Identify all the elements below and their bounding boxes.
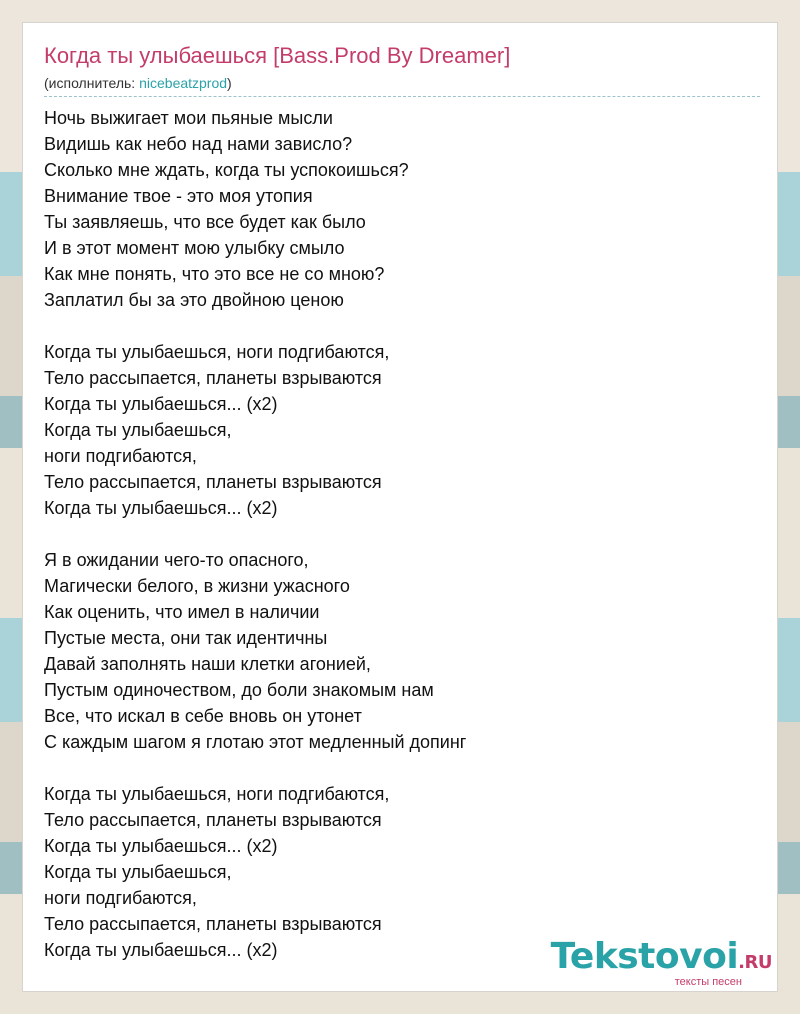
lyrics-line: Когда ты улыбаешься... (x2) — [44, 498, 278, 518]
lyrics-line: ноги подгибаются, — [44, 888, 197, 908]
lyrics-blank-line — [44, 755, 764, 781]
lyrics-line: Заплатил бы за это двойною ценою — [44, 290, 344, 310]
lyrics-line: Как мне понять, что это все не со мною? — [44, 264, 385, 284]
lyrics-line: Как оценить, что имел в наличии — [44, 602, 320, 622]
lyrics-line: Тело рассыпается, планеты взрываются — [44, 472, 382, 492]
logo-main-text: Tekstovoi — [550, 936, 739, 977]
artist-prefix: (исполнитель: — [44, 75, 140, 91]
lyrics-blank-line — [44, 521, 764, 547]
lyrics-line: Когда ты улыбаешься, — [44, 420, 232, 440]
lyrics-line: Тело рассыпается, планеты взрываются — [44, 368, 382, 388]
lyrics-blank-line — [44, 313, 764, 339]
lyrics-line: И в этот момент мою улыбку смыло — [44, 238, 345, 258]
lyrics-line: Я в ожидании чего-то опасного, — [44, 550, 309, 570]
lyrics-line: Давай заполнять наши клетки агонией, — [44, 654, 371, 674]
lyrics-line: Когда ты улыбаешься, ноги подгибаются, — [44, 342, 390, 362]
lyrics-line: Магически белого, в жизни ужасного — [44, 576, 350, 596]
logo-tagline: тексты песен — [674, 976, 742, 988]
lyrics-line: Сколько мне ждать, когда ты успокоишься? — [44, 160, 409, 180]
lyrics-line: Все, что искал в себе вновь он утонет — [44, 706, 362, 726]
lyrics-line: Пустым одиночеством, до боли знакомым нам — [44, 680, 434, 700]
lyrics-line: Когда ты улыбаешься... (x2) — [44, 940, 278, 960]
song-title: Когда ты улыбаешься [Bass.Prod By Dreamer] — [44, 43, 511, 68]
lyrics-line: Внимание твое - это моя утопия — [44, 186, 313, 206]
site-logo[interactable] — [551, 938, 772, 988]
lyrics-body — [44, 105, 764, 963]
lyrics-line: Ты заявляешь, что все будет как было — [44, 212, 366, 232]
lyrics-line: Видишь как небо над нами зависло? — [44, 134, 353, 154]
lyrics-line: С каждым шагом я глотаю этот медленный допинг — [44, 732, 467, 752]
artist-link[interactable]: nicebeatzprod — [139, 75, 228, 91]
lyrics-line: Когда ты улыбаешься, ноги подгибаются, — [44, 784, 390, 804]
artist-suffix: ) — [227, 75, 232, 91]
lyrics-line: Когда ты улыбаешься... (x2) — [44, 394, 278, 414]
lyrics-card — [22, 22, 778, 992]
lyrics-line: Тело рассыпается, планеты взрываются — [44, 810, 382, 830]
lyrics-line: Тело рассыпается, планеты взрываются — [44, 914, 382, 934]
lyrics-line: ноги подгибаются, — [44, 446, 197, 466]
lyrics-line: Когда ты улыбаешься... (x2) — [44, 836, 278, 856]
logo-domain: .RU — [738, 952, 772, 973]
lyrics-line: Пустые места, они так идентичны — [44, 628, 328, 648]
lyrics-line: Когда ты улыбаешься, — [44, 862, 232, 882]
lyrics-line: Ночь выжигает мои пьяные мысли — [44, 108, 333, 128]
artist-line — [44, 75, 760, 97]
